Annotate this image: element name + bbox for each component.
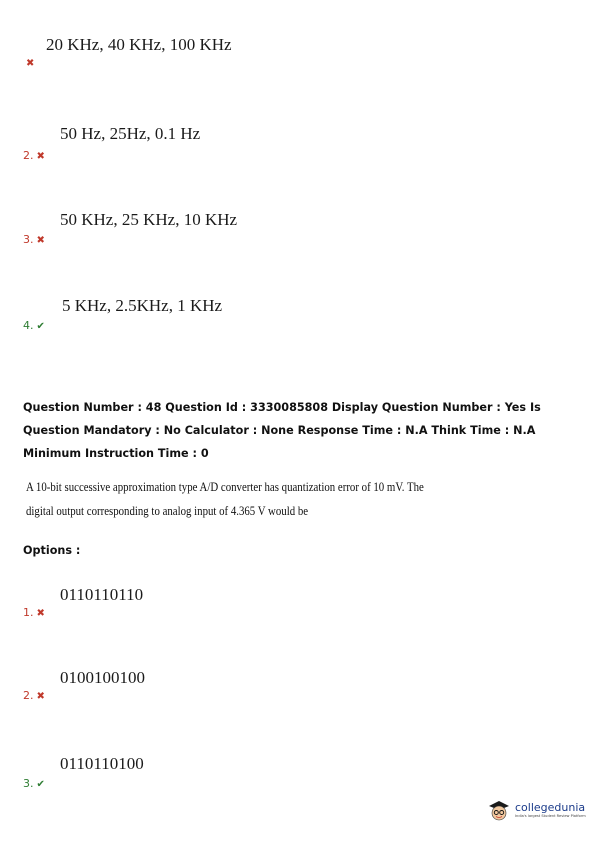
brand-name: collegedunia [515,801,586,814]
option-marker [23,56,34,69]
option-number: 3. [23,777,34,790]
question-metadata: Question Number : 48 Question Id : 3330085808 Display Question Number : Yes Is Question Mandatory : No Calculator : None Response Time : N.A Think Time : N.A Minimum Instruction Time : 0 [23,401,541,460]
option-text: 0110110110 [60,585,144,604]
option-number: 1. [23,606,34,619]
check-icon: ✔ [36,321,45,332]
option-marker [23,149,45,162]
option-text: 0110110100 [60,754,144,773]
option-number: 2. [23,689,34,702]
brand-logo [486,797,586,823]
check-icon: ✔ [36,779,45,790]
option-text: 50 KHz, 25 KHz, 10 KHz [60,210,238,229]
wrong-icon: ✖ [36,151,45,162]
option-marker [23,319,45,332]
option-text: 20 KHz, 40 KHz, 100 KHz [46,35,232,54]
question-text: A 10-bit successive approximation type A/D converter has quantization error of 10 mV. The digital output corresponding to analog input of 4.365 V would be [26,480,424,518]
option-marker [23,606,45,619]
option-number: 3. [23,233,34,246]
option-number: 4. [23,319,34,332]
brand-tagline: India's largest Student Review Platform [515,814,586,818]
option-marker [23,689,45,702]
option-text: 0100100100 [60,668,145,687]
wrong-icon: ✖ [36,235,45,246]
option-text: 5 KHz, 2.5KHz, 1 KHz [62,296,223,315]
option-marker [23,777,45,790]
student-mascot-icon [486,797,512,823]
wrong-icon: ✖ [36,691,45,702]
wrong-icon: ✖ [26,58,35,69]
option-marker [23,233,45,246]
option-text: 50 Hz, 25Hz, 0.1 Hz [60,124,201,143]
wrong-icon: ✖ [36,608,45,619]
options-label: Options : [23,544,81,557]
option-number: 2. [23,149,34,162]
